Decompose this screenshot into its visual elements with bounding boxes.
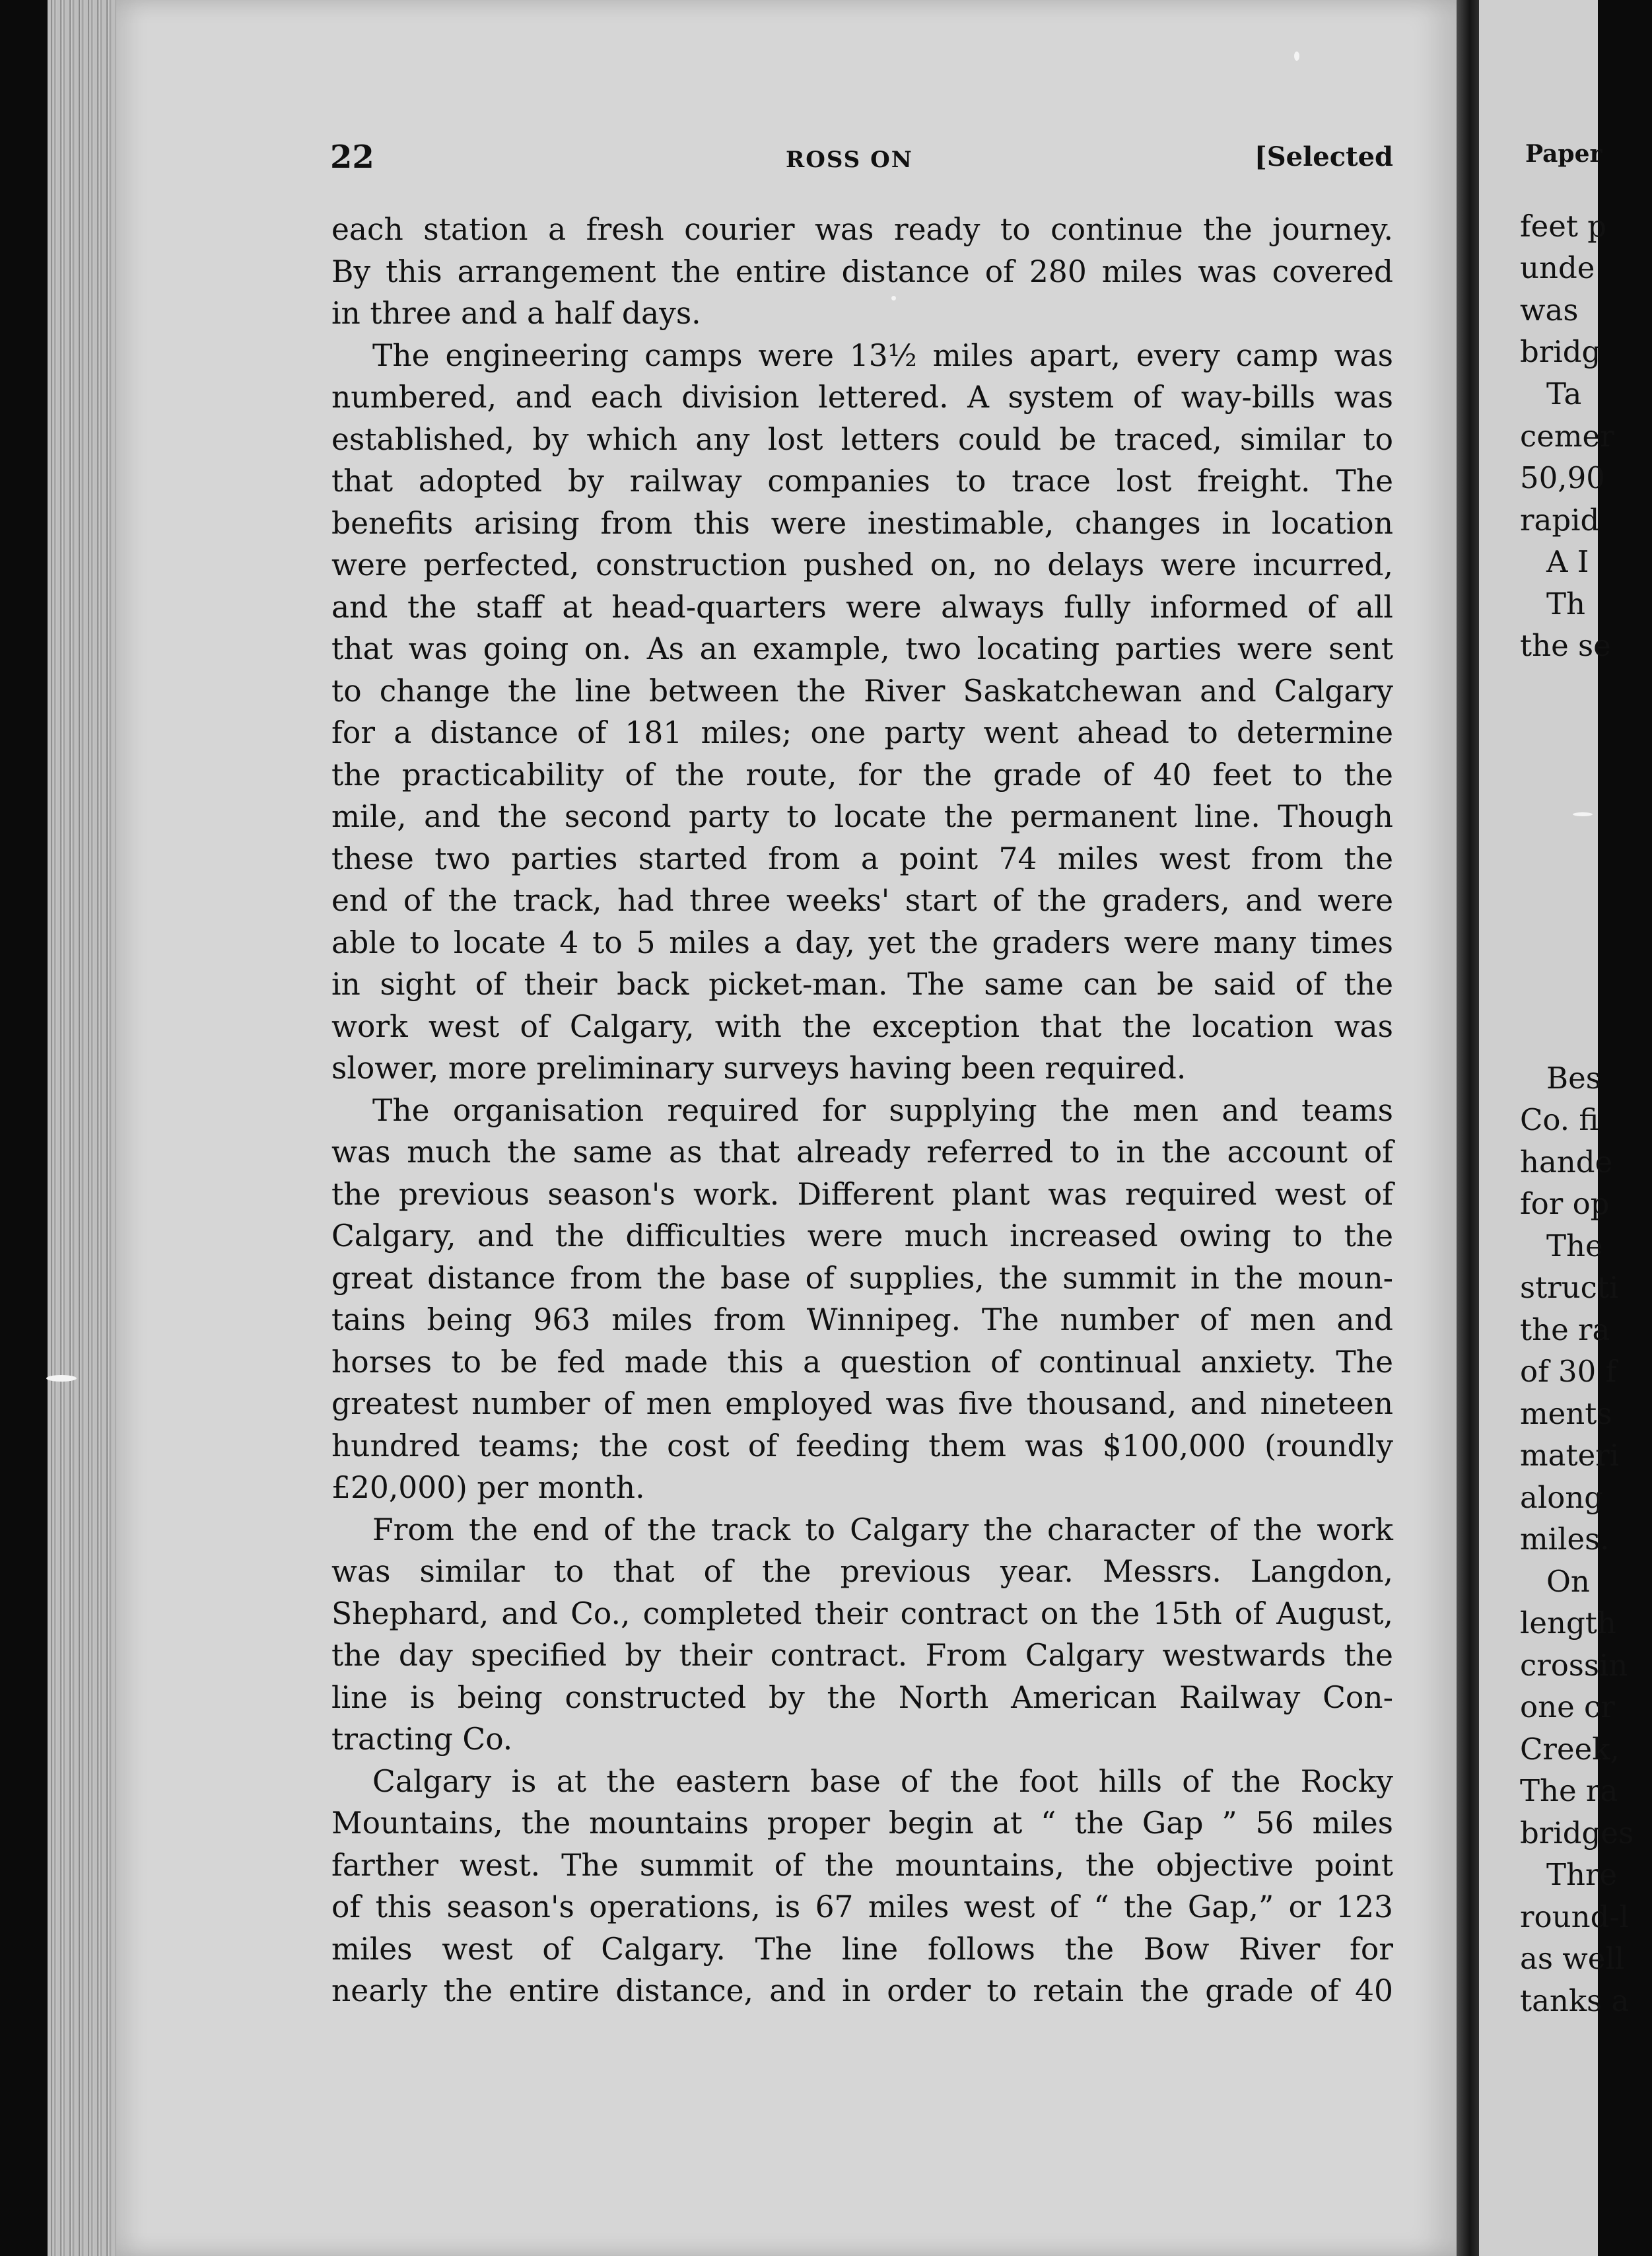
facing-text-line: as well bbox=[1520, 1941, 1625, 1976]
text-line: Mountains, the mountains proper begin at “ the Gap ” 56 miles bbox=[331, 1806, 1393, 1841]
facing-text-line: Ta bbox=[1546, 376, 1582, 411]
facing-text-line: miles. bbox=[1520, 1522, 1610, 1557]
facing-text-line: rapid bbox=[1520, 503, 1600, 538]
facing-text-line: hande bbox=[1520, 1145, 1613, 1180]
text-line: hundred teams; the cost of feeding them was $100,000 (roundly bbox=[331, 1428, 1393, 1463]
text-line: slower, more preliminary surveys having been required. bbox=[331, 1051, 1187, 1086]
text-line: line is being constructed by the North American Railway Con- bbox=[331, 1679, 1393, 1715]
text-line: able to locate 4 to 5 miles a day, yet the graders were many times bbox=[331, 925, 1393, 960]
facing-running-head: Paper bbox=[1525, 140, 1602, 168]
body-text bbox=[331, 209, 1393, 2012]
facing-text-line: structi bbox=[1520, 1270, 1619, 1305]
facing-text-line: along bbox=[1520, 1480, 1604, 1515]
text-line: tracting Co. bbox=[331, 1722, 513, 1757]
facing-text-line: was bbox=[1520, 293, 1579, 328]
running-head-section: [Selected bbox=[1254, 141, 1393, 172]
dust-speck bbox=[1573, 812, 1593, 816]
text-line: to change the line between the River Saskatchewan and Calgary bbox=[331, 673, 1393, 709]
facing-text-line: 50,90 bbox=[1520, 460, 1605, 495]
text-line: for a distance of 181 miles; one party went ahead to determine bbox=[331, 715, 1393, 750]
text-line: Calgary, and the difficulties were much increased owing to the bbox=[331, 1218, 1393, 1253]
facing-text-line: one cr bbox=[1520, 1689, 1615, 1724]
facing-text-line: Thre bbox=[1546, 1857, 1618, 1892]
dust-speck bbox=[1294, 52, 1299, 61]
facing-text-line: feet p bbox=[1520, 209, 1607, 244]
stacked-page-edges bbox=[48, 0, 120, 2256]
text-line: farther west. The summit of the mountains, the objective point bbox=[331, 1847, 1393, 1883]
text-line: Shephard, and Co., completed their contract on the 15th of August, bbox=[331, 1596, 1393, 1631]
text-line: that was going on. As an example, two locating parties were sent bbox=[331, 631, 1393, 666]
right-facing-page bbox=[1479, 0, 1634, 2256]
facing-text-line: ments bbox=[1520, 1396, 1612, 1431]
text-line: From the end of the track to Calgary the character of the work bbox=[372, 1512, 1393, 1547]
text-line: £20,000) per month. bbox=[331, 1470, 645, 1505]
text-line: each station a fresh courier was ready to continue the journey. bbox=[331, 212, 1393, 247]
dust-speck bbox=[46, 1375, 77, 1382]
text-line: was much the same as that already referred to in the account of bbox=[331, 1135, 1393, 1170]
text-line: The engineering camps were 13½ miles apart, every camp was bbox=[372, 337, 1393, 373]
facing-text-line: length bbox=[1520, 1605, 1616, 1640]
facing-text-line: bridg bbox=[1520, 334, 1601, 369]
facing-text-line: cemer bbox=[1520, 419, 1614, 454]
facing-text-line: of 30 f bbox=[1520, 1354, 1617, 1389]
text-line: By this arrangement the entire distance of 280 miles was covered bbox=[331, 254, 1393, 289]
text-line: established, by which any lost letters could be traced, similar to bbox=[331, 421, 1393, 457]
text-line: the practicability of the route, for the grade of 40 feet to the bbox=[331, 757, 1393, 793]
text-line: miles west of Calgary. The line follows the Bow River for bbox=[331, 1931, 1393, 1967]
text-line: of this season's operations, is 67 miles west of “ the Gap,” or 123 bbox=[331, 1889, 1393, 1924]
text-line: in sight of their back picket-man. The same can be said of the bbox=[331, 967, 1393, 1002]
facing-text-line: materi bbox=[1520, 1438, 1620, 1473]
facing-text-line: crossin bbox=[1520, 1648, 1628, 1683]
text-line: benefits arising from this were inestimable, changes in location bbox=[331, 505, 1393, 541]
facing-text-line: round-l bbox=[1520, 1899, 1629, 1934]
dust-speck bbox=[891, 296, 896, 300]
running-head bbox=[211, 139, 1393, 185]
facing-text-line: unde bbox=[1520, 250, 1595, 285]
facing-text-line: Co. fi bbox=[1520, 1102, 1599, 1137]
facing-text-line: the ra bbox=[1520, 1312, 1610, 1347]
facing-text-line: The ra bbox=[1520, 1773, 1618, 1808]
facing-text-line: Th bbox=[1546, 586, 1585, 621]
text-line: Calgary is at the eastern base of the foot hills of the Rocky bbox=[372, 1763, 1393, 1799]
text-line: tains being 963 miles from Winnipeg. The number of men and bbox=[331, 1302, 1393, 1337]
text-line: were perfected, construction pushed on, no delays were incurred, bbox=[331, 547, 1393, 582]
text-line: these two parties started from a point 74 miles west from the bbox=[331, 841, 1393, 876]
facing-text-line: On bbox=[1546, 1564, 1590, 1599]
text-line: greatest number of men employed was five thousand, and nineteen bbox=[331, 1386, 1393, 1421]
text-line: and the staff at head-quarters were always fully informed of all bbox=[331, 589, 1393, 625]
facing-text-line: bridges bbox=[1520, 1815, 1634, 1851]
facing-text-line: tanks a bbox=[1520, 1983, 1630, 2018]
text-line: horses to be fed made this a question of continual anxiety. The bbox=[331, 1344, 1393, 1380]
text-line: The organisation required for supplying the men and teams bbox=[372, 1092, 1393, 1128]
text-line: the previous season's work. Different plant was required west of bbox=[331, 1176, 1393, 1212]
text-line: that adopted by railway companies to trace lost freight. The bbox=[331, 464, 1393, 499]
running-head-title: ROSS ON bbox=[786, 147, 913, 173]
text-line: numbered, and each division lettered. A system of way-bills was bbox=[331, 380, 1393, 415]
facing-text-line: A I bbox=[1546, 544, 1589, 579]
text-line: in three and a half days. bbox=[331, 296, 701, 331]
page-number: 22 bbox=[330, 139, 374, 176]
text-line: the day specified by their contract. From Calgary westwards the bbox=[331, 1638, 1393, 1673]
text-line: was similar to that of the previous year. Messrs. Langdon, bbox=[331, 1554, 1393, 1589]
facing-text-line: Creek, bbox=[1520, 1732, 1620, 1767]
facing-text-line: for op bbox=[1520, 1186, 1610, 1221]
text-line: mile, and the second party to locate the permanent line. Though bbox=[331, 799, 1393, 834]
facing-text-line: Bes bbox=[1546, 1061, 1601, 1096]
text-line: nearly the entire distance, and in order to retain the grade of 40 bbox=[331, 1973, 1393, 2008]
facing-text-line: The bbox=[1546, 1228, 1603, 1263]
text-line: end of the track, had three weeks' start of the graders, and were bbox=[331, 883, 1393, 918]
text-line: work west of Calgary, with the exception that the location was bbox=[331, 1008, 1393, 1044]
text-line: great distance from the base of supplies, the summit in the moun- bbox=[331, 1260, 1393, 1296]
facing-text-line: the se bbox=[1520, 628, 1611, 663]
